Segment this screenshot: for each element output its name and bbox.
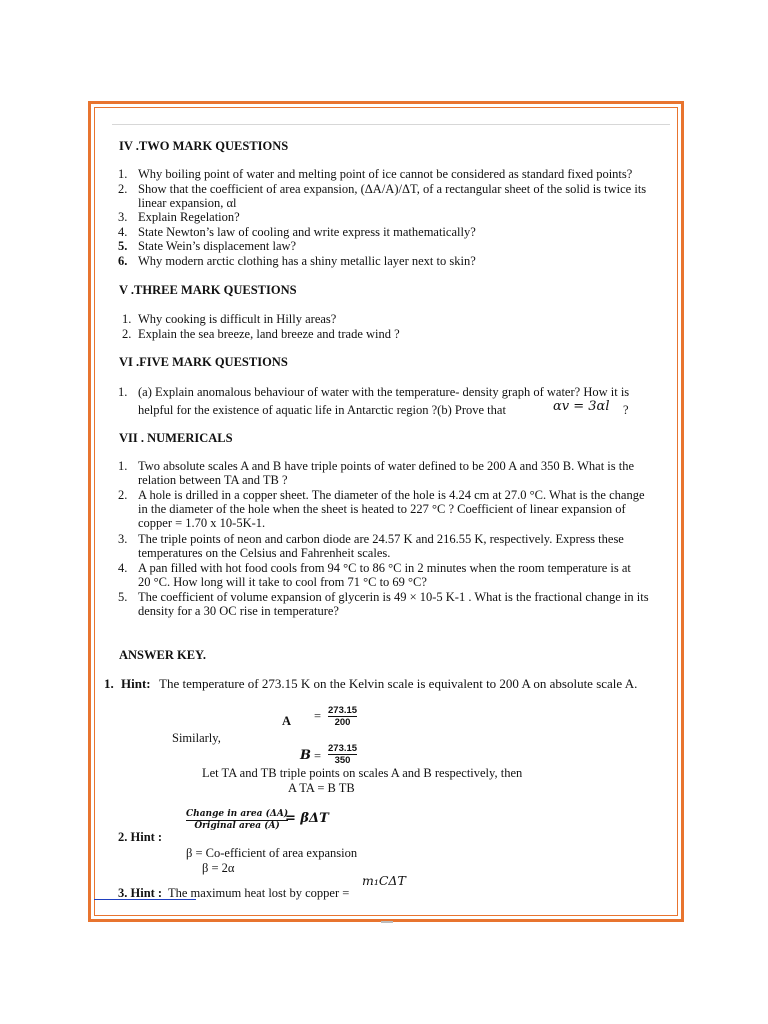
section-title-three-mark: V .THREE MARK QUESTIONS (119, 283, 297, 297)
question-number: 6. (118, 254, 128, 268)
answer-var-a: A (282, 714, 292, 728)
formula-beta-dt: = βΔT (285, 811, 329, 826)
question-number: 1. (118, 459, 128, 473)
formula-alpha-v: αv = 3αl (553, 399, 610, 414)
question-text: Why modern arctic clothing has a shiny metallic layer next to skin? (138, 254, 476, 268)
answer-number: 1. (104, 676, 114, 691)
question-number: 1. (118, 385, 128, 399)
answer-text: β = 2α (202, 861, 235, 875)
fraction-a (328, 705, 357, 728)
question-text: The coefficient of volume expansion of glycerin is 49 × 10-5 K-1 . What is the fractional change in its (138, 590, 649, 604)
question-number: 2. (118, 182, 128, 196)
answer-text: Let TA and TB triple points on scales A and B respectively, then (202, 766, 523, 780)
question-number: 4. (118, 225, 128, 239)
question-number: 3. (118, 210, 128, 224)
question-number: 1. (122, 312, 132, 326)
answer-var-b: B (300, 748, 311, 763)
question-text-cont: in the diameter of the hole when the sheet is heated to 227 °C ? Coefficient of linear expansion of (138, 502, 626, 516)
question-text: A hole is drilled in a copper sheet. The diameter of the hole is 4.24 cm at 27.0 °C. What is the change (138, 488, 645, 502)
question-text: Why cooking is difficult in Hilly areas? (138, 312, 337, 326)
section-title-five-mark: VI .FIVE MARK QUESTIONS (119, 355, 288, 369)
question-text: Why boiling point of water and melting point of ice cannot be considered as standard fixed points? (138, 167, 633, 181)
answer-hint-label: Hint: (121, 676, 151, 691)
answer-relation: A TA = B TB (288, 781, 355, 795)
fraction-b (328, 743, 357, 766)
fraction-numerator: 273.15 (328, 743, 358, 754)
question-number: 1. (118, 167, 128, 181)
question-text-cont: relation between TA and TB ? (138, 473, 288, 487)
question-text-cont: density for a 30 OC rise in temperature? (138, 604, 339, 618)
question-number: 3. (118, 532, 128, 546)
answer-text: The maximum heat lost by copper = (168, 886, 350, 900)
question-number: 5. (118, 239, 128, 253)
equals-sign: = (314, 709, 322, 723)
question-text: The triple points of neon and carbon diode are 24.57 K and 216.55 K, respectively. Express these (138, 532, 624, 546)
fraction-denominator: 350 (334, 755, 351, 766)
fraction-numerator: 273.15 (328, 705, 358, 716)
header-rule (112, 124, 670, 125)
fraction-area (186, 809, 288, 832)
answer-text: Similarly, (172, 731, 221, 745)
question-text: Explain the sea breeze, land breeze and trade wind ? (138, 327, 400, 341)
section-title-two-mark: IV .TWO MARK QUESTIONS (119, 139, 289, 153)
equals-sign: = (314, 749, 322, 763)
section-title-numericals: VII . NUMERICALS (119, 431, 233, 445)
question-text-cont: temperatures on the Celsius and Fahrenheit scales. (138, 546, 391, 560)
question-text-cont: copper = 1.70 x 10-5K-1. (138, 516, 266, 530)
answer-hint-label: 2. Hint : (118, 830, 163, 844)
question-number: 5. (118, 590, 128, 604)
question-text-cont: helpful for the existence of aquatic life in Antarctic region ?(b) Prove that (138, 403, 506, 417)
footnote-rule (94, 899, 196, 900)
section-title-answer-key: ANSWER KEY. (119, 648, 207, 662)
question-text: Explain Regelation? (138, 210, 240, 224)
question-mark: ? (623, 403, 629, 417)
answer-hint-label: 3. Hint : (118, 886, 163, 900)
question-number: 2. (122, 327, 132, 341)
question-number: 2. (118, 488, 128, 502)
fraction-numerator: Change in area (ΔA) (186, 809, 289, 819)
answer-text: The temperature of 273.15 K on the Kelvin scale is equivalent to 200 A on absolute scale A. (159, 676, 638, 691)
formula-heat: m₁CΔT (362, 873, 406, 888)
question-text: (a) Explain anomalous behaviour of water with the temperature- density graph of water? How it is (138, 385, 630, 399)
fraction-denominator: Original area (A) (194, 821, 280, 831)
question-text: State Newton’s law of cooling and write express it mathematically? (138, 225, 476, 239)
question-text-cont: 20 °C. How long will it take to cool from 71 °C to 69 °C? (138, 575, 427, 589)
question-text-cont: linear expansion, αl (138, 196, 237, 210)
page-mark (381, 921, 393, 923)
question-text: A pan filled with hot food cools from 94 °C to 86 °C in 2 minutes when the room temperature is at (138, 561, 631, 575)
question-text: Two absolute scales A and B have triple points of water defined to be 200 A and 350 B. What is the (138, 459, 635, 473)
fraction-denominator: 200 (334, 717, 351, 728)
question-text: Show that the coefficient of area expansion, (ΔA/A)/ΔT, of a rectangular sheet of the solid is twice its (138, 182, 647, 196)
question-number: 4. (118, 561, 128, 575)
question-text: State Wein’s displacement law? (138, 239, 297, 253)
answer-text: β = Co-efficient of area expansion (186, 846, 358, 860)
